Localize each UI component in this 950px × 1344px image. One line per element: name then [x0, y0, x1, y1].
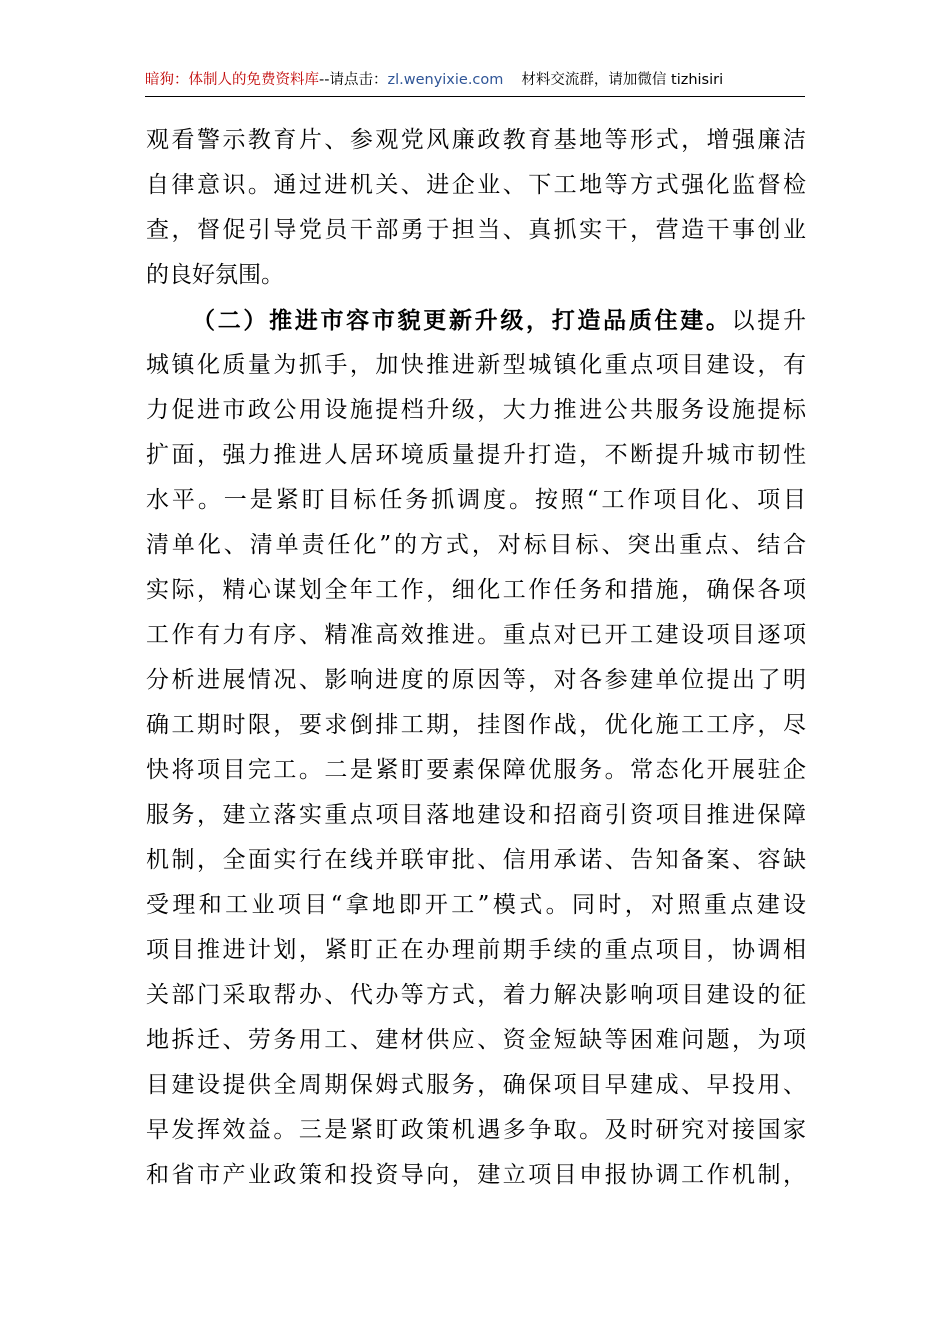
header-separator: --请点击： [319, 72, 388, 88]
page-header [145, 66, 805, 94]
body-line: 实际，精心谋划全年工作，细化工作任务和措施，确保各项 [146, 577, 806, 603]
section-heading: （二）推进市容市貌更新升级，打造品质住建。 [192, 307, 732, 334]
body-line: 地拆迁、劳务用工、建材供应、资金短缺等困难问题，为项 [146, 1027, 806, 1053]
body-line: 观看警示教育片、参观党风廉政教育基地等形式，增强廉洁 [146, 127, 806, 153]
header-divider [145, 96, 805, 97]
body-line: 城镇化质量为抓手，加快推进新型城镇化重点项目建设，有 [146, 352, 806, 378]
document-body [146, 118, 806, 1198]
body-line: 确工期时限，要求倒排工期，挂图作战，优化施工工序，尽 [146, 712, 806, 738]
body-line: 项目推进计划，紧盯正在办理前期手续的重点项目，协调相 [146, 937, 806, 963]
header-wechat-note: 材料交流群，请加微信 tizhisiri [521, 72, 724, 88]
body-line: 工作有力有序、精准高效推进。重点对已开工建设项目逐项 [146, 622, 806, 648]
body-line: 早发挥效益。三是紧盯政策机遇多争取。及时研究对接国家 [146, 1117, 806, 1143]
body-line: 力促进市政公用设施提档升级，大力推进公共服务设施提标 [146, 397, 806, 423]
body-line: 关部门采取帮办、代办等方式，着力解决影响项目建设的征 [146, 982, 806, 1008]
body-line: 受理和工业项目“拿地即开工”模式。同时，对照重点建设 [146, 892, 806, 918]
body-line: 机制，全面实行在线并联审批、信用承诺、告知备案、容缺 [146, 847, 806, 873]
section-heading-line [146, 298, 806, 343]
body-line: 清单化、清单责任化”的方式，对标目标、突出重点、结合 [146, 532, 806, 558]
body-line: 水平。一是紧盯目标任务抓调度。按照“工作项目化、项目 [146, 487, 806, 513]
header-url-link[interactable]: zl.wenyixie.com [387, 72, 504, 88]
body-line: 服务，建立落实重点项目落地建设和招商引资项目推进保障 [146, 802, 806, 828]
body-line: 目建设提供全周期保姆式服务，确保项目早建成、早投用、 [146, 1072, 806, 1098]
section-heading-rest: 以提升 [731, 308, 806, 334]
body-line: 和省市产业政策和投资导向，建立项目申报协调工作机制， [146, 1162, 806, 1188]
body-line: 自律意识。通过进机关、进企业、下工地等方式强化监督检 [146, 172, 806, 198]
body-line: 的良好氛围。 [146, 262, 284, 288]
body-line: 快将项目完工。二是紧盯要素保障优服务。常态化开展驻企 [146, 757, 806, 783]
body-line: 查，督促引导党员干部勇于担当、真抓实干，营造干事创业 [146, 217, 806, 243]
body-line: 扩面，强力推进人居环境质量提升打造，不断提升城市韧性 [146, 442, 806, 468]
body-line: 分析进展情况、影响进度的原因等，对各参建单位提出了明 [146, 667, 806, 693]
header-brand: 暗狗：体制人的免费资料库 [145, 72, 319, 88]
